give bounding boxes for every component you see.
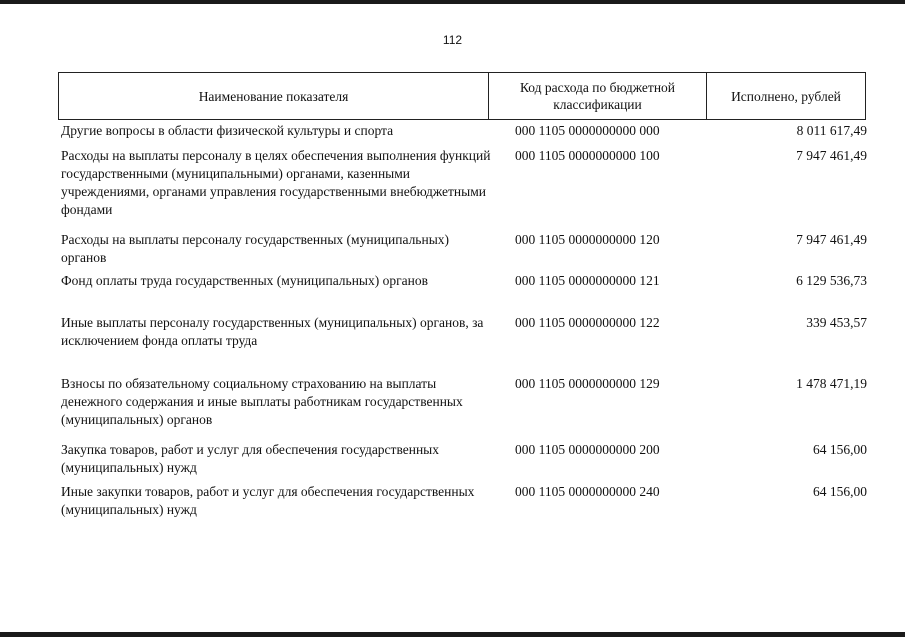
row-executed: 339 453,57 [806, 315, 867, 330]
header-name: Наименование показателя [59, 73, 489, 119]
row-code: 000 1105 0000000000 121 [515, 273, 660, 288]
row-name: Иные закупки товаров, работ и услуг для обеспечения государственных (муниципальных) нужд [61, 484, 475, 517]
row-name: Другие вопросы в области физической культуры и спорта [61, 123, 394, 138]
row-code: 000 1105 0000000000 200 [515, 442, 660, 457]
table-header [58, 72, 866, 120]
row-name: Фонд оплаты труда государственных (муниципальных) органов [61, 273, 428, 288]
row-executed: 64 156,00 [813, 442, 867, 457]
row-code: 000 1105 0000000000 122 [515, 315, 660, 330]
row-name: Расходы на выплаты персоналу в целях обеспечения выполнения функций государственными (муниципальными) органами, казенными учреждениями, органами управления государственными внебюджетными фондами [61, 148, 491, 217]
row-executed: 1 478 471,19 [796, 376, 867, 391]
header-executed: Исполнено, рублей [731, 88, 841, 104]
row-executed: 7 947 461,49 [796, 148, 867, 163]
row-executed: 7 947 461,49 [796, 232, 867, 247]
row-name: Взносы по обязательному социальному страхованию на выплаты денежного содержания и иные выплаты работникам государственных (муниципальных) органов [61, 376, 463, 427]
header-code: Код расхода по бюджетной классификации [489, 73, 707, 119]
row-code: 000 1105 0000000000 120 [515, 232, 660, 247]
row-executed: 8 011 617,49 [796, 123, 867, 138]
row-code: 000 1105 0000000000 240 [515, 484, 660, 499]
row-executed: 64 156,00 [813, 484, 867, 499]
row-name: Иные выплаты персоналу государственных (муниципальных) органов, за исключением фонда оплаты труда [61, 315, 484, 348]
row-code: 000 1105 0000000000 129 [515, 376, 660, 391]
row-code: 000 1105 0000000000 100 [515, 148, 660, 163]
row-name: Расходы на выплаты персоналу государственных (муниципальных) органов [61, 232, 450, 265]
top-border [0, 0, 905, 4]
row-code: 000 1105 0000000000 000 [515, 123, 660, 138]
row-executed: 6 129 536,73 [796, 273, 867, 288]
page-number: 112 [442, 33, 463, 47]
bottom-border [0, 632, 905, 637]
row-name: Закупка товаров, работ и услуг для обеспечения государственных (муниципальных) нужд [61, 442, 440, 475]
